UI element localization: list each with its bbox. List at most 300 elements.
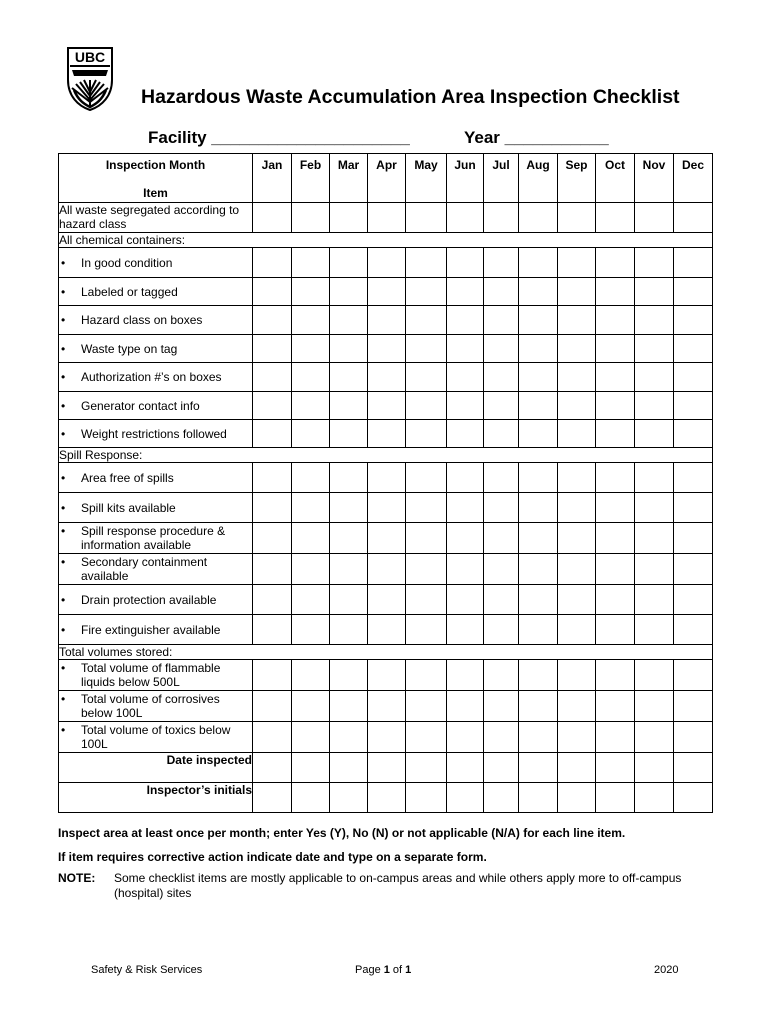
month-header: May [406, 154, 447, 203]
month-entry-cell[interactable] [484, 660, 519, 691]
month-entry-cell[interactable] [596, 248, 635, 278]
month-entry-cell[interactable] [596, 615, 635, 645]
month-entry-cell[interactable] [519, 493, 558, 523]
month-entry-cell[interactable] [519, 691, 558, 722]
month-entry-cell[interactable] [674, 306, 713, 335]
month-entry-cell[interactable] [484, 463, 519, 493]
item-label [59, 585, 253, 615]
table-row [59, 783, 713, 813]
month-entry-cell[interactable] [253, 335, 292, 363]
month-entry-cell[interactable] [406, 783, 447, 813]
month-entry-cell[interactable] [558, 615, 596, 645]
item-text: Labeled or tagged [81, 284, 178, 299]
month-entry-cell[interactable] [558, 691, 596, 722]
month-entry-cell[interactable] [292, 363, 330, 392]
month-entry-cell[interactable] [484, 203, 519, 233]
bullet-marker: • [61, 692, 66, 706]
month-entry-cell[interactable] [635, 420, 674, 448]
table-row [59, 420, 713, 448]
month-entry-cell[interactable] [368, 722, 406, 753]
month-entry-cell[interactable] [558, 248, 596, 278]
section-heading-row [59, 233, 713, 248]
month-entry-cell[interactable] [368, 554, 406, 585]
month-entry-cell[interactable] [406, 722, 447, 753]
month-entry-cell[interactable] [558, 660, 596, 691]
month-entry-cell[interactable] [596, 722, 635, 753]
month-entry-cell[interactable] [368, 203, 406, 233]
month-entry-cell[interactable] [253, 363, 292, 392]
month-entry-cell[interactable] [519, 392, 558, 420]
inspection-month-header: Inspection Month [105, 158, 206, 172]
month-entry-cell[interactable] [447, 585, 484, 615]
month-entry-cell[interactable] [330, 691, 368, 722]
bullet-marker: • [61, 555, 66, 569]
month-entry-cell[interactable] [635, 691, 674, 722]
month-entry-cell[interactable] [635, 753, 674, 783]
month-entry-cell[interactable] [292, 523, 330, 554]
month-entry-cell[interactable] [519, 722, 558, 753]
month-entry-cell[interactable] [596, 554, 635, 585]
month-entry-cell[interactable] [447, 523, 484, 554]
month-entry-cell[interactable] [368, 363, 406, 392]
item-text: Spill kits available [81, 500, 176, 515]
month-entry-cell[interactable] [635, 306, 674, 335]
month-entry-cell[interactable] [253, 523, 292, 554]
month-entry-cell[interactable] [674, 248, 713, 278]
month-entry-cell[interactable] [674, 463, 713, 493]
month-entry-cell[interactable] [596, 463, 635, 493]
logo-text: UBC [74, 49, 106, 65]
month-entry-cell[interactable] [406, 523, 447, 554]
month-entry-cell[interactable] [674, 363, 713, 392]
month-entry-cell[interactable] [674, 335, 713, 363]
month-entry-cell[interactable] [292, 306, 330, 335]
month-header: Jul [484, 154, 519, 203]
month-entry-cell[interactable] [406, 306, 447, 335]
month-entry-cell[interactable] [674, 278, 713, 306]
month-entry-cell[interactable] [368, 420, 406, 448]
month-entry-cell[interactable] [484, 523, 519, 554]
month-entry-cell[interactable] [558, 335, 596, 363]
month-entry-cell[interactable] [596, 783, 635, 813]
month-entry-cell[interactable] [368, 335, 406, 363]
month-entry-cell[interactable] [674, 722, 713, 753]
month-entry-cell[interactable] [596, 523, 635, 554]
month-entry-cell[interactable] [447, 691, 484, 722]
month-entry-cell[interactable] [635, 278, 674, 306]
month-entry-cell[interactable] [484, 493, 519, 523]
month-entry-cell[interactable] [635, 585, 674, 615]
month-entry-cell[interactable] [253, 585, 292, 615]
month-entry-cell[interactable] [368, 248, 406, 278]
month-entry-cell[interactable] [368, 463, 406, 493]
month-entry-cell[interactable] [519, 363, 558, 392]
month-entry-cell[interactable] [368, 278, 406, 306]
month-entry-cell[interactable] [330, 420, 368, 448]
month-entry-cell[interactable] [406, 660, 447, 691]
table-row [59, 248, 713, 278]
item-text: Spill response procedure & information available [81, 524, 226, 552]
date-inspected-label: Date inspected [59, 753, 253, 783]
bullet-marker: • [61, 284, 66, 299]
month-entry-cell[interactable] [596, 420, 635, 448]
footer-page-number [355, 964, 411, 976]
month-entry-cell[interactable] [368, 306, 406, 335]
item-label [59, 615, 253, 645]
month-entry-cell[interactable] [447, 392, 484, 420]
month-entry-cell[interactable] [596, 753, 635, 783]
bullet-marker: • [61, 313, 66, 327]
month-entry-cell[interactable] [558, 722, 596, 753]
month-entry-cell[interactable] [330, 585, 368, 615]
item-label [59, 248, 253, 278]
month-header: Mar [330, 154, 368, 203]
month-entry-cell[interactable] [330, 335, 368, 363]
month-entry-cell[interactable] [406, 463, 447, 493]
item-text: Weight restrictions followed [81, 426, 227, 441]
month-entry-cell[interactable] [558, 493, 596, 523]
section-heading-row [59, 448, 713, 463]
month-entry-cell[interactable] [447, 420, 484, 448]
month-entry-cell[interactable] [368, 585, 406, 615]
month-entry-cell[interactable] [253, 306, 292, 335]
month-entry-cell[interactable] [253, 783, 292, 813]
month-entry-cell[interactable] [368, 783, 406, 813]
month-entry-cell[interactable] [519, 615, 558, 645]
month-entry-cell[interactable] [596, 203, 635, 233]
month-entry-cell[interactable] [484, 248, 519, 278]
month-entry-cell[interactable] [292, 392, 330, 420]
month-entry-cell[interactable] [484, 392, 519, 420]
month-entry-cell[interactable] [292, 753, 330, 783]
month-entry-cell[interactable] [406, 392, 447, 420]
month-entry-cell[interactable] [406, 248, 447, 278]
month-entry-cell[interactable] [519, 463, 558, 493]
month-entry-cell[interactable] [519, 523, 558, 554]
item-label [59, 420, 253, 448]
month-entry-cell[interactable] [368, 753, 406, 783]
bullet-marker: • [61, 524, 66, 538]
month-entry-cell[interactable] [484, 615, 519, 645]
month-entry-cell[interactable] [674, 203, 713, 233]
month-entry-cell[interactable] [447, 306, 484, 335]
item-header: Item [143, 186, 168, 200]
month-entry-cell[interactable] [635, 523, 674, 554]
month-entry-cell[interactable] [674, 585, 713, 615]
month-entry-cell[interactable] [330, 722, 368, 753]
month-entry-cell[interactable] [596, 278, 635, 306]
month-entry-cell[interactable] [292, 783, 330, 813]
month-entry-cell[interactable] [635, 363, 674, 392]
month-entry-cell[interactable] [447, 660, 484, 691]
month-entry-cell[interactable] [635, 554, 674, 585]
month-entry-cell[interactable] [558, 306, 596, 335]
month-entry-cell[interactable] [292, 554, 330, 585]
month-entry-cell[interactable] [330, 554, 368, 585]
month-entry-cell[interactable] [406, 493, 447, 523]
month-entry-cell[interactable] [330, 248, 368, 278]
bullet-marker: • [61, 370, 66, 384]
month-entry-cell[interactable] [674, 783, 713, 813]
item-label [59, 278, 253, 306]
month-entry-cell[interactable] [368, 691, 406, 722]
month-entry-cell[interactable] [330, 783, 368, 813]
month-entry-cell[interactable] [596, 392, 635, 420]
month-entry-cell[interactable] [292, 420, 330, 448]
inspection-table [58, 153, 713, 813]
month-entry-cell[interactable] [330, 203, 368, 233]
item-label [59, 691, 253, 722]
month-entry-cell[interactable] [519, 248, 558, 278]
month-entry-cell[interactable] [519, 585, 558, 615]
table-row [59, 392, 713, 420]
month-entry-cell[interactable] [674, 392, 713, 420]
item-header-cell [59, 154, 253, 203]
month-entry-cell[interactable] [519, 278, 558, 306]
month-entry-cell[interactable] [292, 278, 330, 306]
month-entry-cell[interactable] [292, 463, 330, 493]
item-text: Total volume of toxics below 100L [81, 723, 231, 751]
month-entry-cell[interactable] [330, 463, 368, 493]
month-entry-cell[interactable] [596, 585, 635, 615]
item-text: In good condition [81, 255, 173, 270]
month-entry-cell[interactable] [253, 615, 292, 645]
month-entry-cell[interactable] [558, 463, 596, 493]
month-entry-cell[interactable] [292, 203, 330, 233]
section-heading: Spill Response: [59, 448, 713, 463]
month-entry-cell[interactable] [330, 660, 368, 691]
month-entry-cell[interactable] [330, 753, 368, 783]
month-entry-cell[interactable] [674, 493, 713, 523]
month-entry-cell[interactable] [253, 722, 292, 753]
month-entry-cell[interactable] [558, 753, 596, 783]
month-entry-cell[interactable] [406, 335, 447, 363]
footer-year: 2020 [654, 964, 679, 976]
table-row [59, 306, 713, 335]
month-entry-cell[interactable] [368, 523, 406, 554]
month-entry-cell[interactable] [635, 463, 674, 493]
year-field-label: Year ___________ [464, 128, 609, 147]
month-entry-cell[interactable] [368, 660, 406, 691]
section-heading-row [59, 645, 713, 660]
month-entry-cell[interactable] [674, 660, 713, 691]
month-entry-cell[interactable] [447, 335, 484, 363]
month-entry-cell[interactable] [253, 392, 292, 420]
month-entry-cell[interactable] [484, 554, 519, 585]
month-entry-cell[interactable] [447, 363, 484, 392]
month-entry-cell[interactable] [484, 278, 519, 306]
month-entry-cell[interactable] [292, 660, 330, 691]
month-entry-cell[interactable] [406, 278, 447, 306]
item-text: Total volume of corrosives below 100L [81, 692, 220, 720]
note-label: NOTE: [58, 871, 96, 885]
month-entry-cell[interactable] [674, 523, 713, 554]
month-entry-cell[interactable] [292, 493, 330, 523]
month-entry-cell[interactable] [292, 248, 330, 278]
month-entry-cell[interactable] [484, 363, 519, 392]
month-entry-cell[interactable] [484, 691, 519, 722]
item-label [59, 554, 253, 585]
month-entry-cell[interactable] [447, 783, 484, 813]
month-entry-cell[interactable] [292, 615, 330, 645]
month-entry-cell[interactable] [447, 615, 484, 645]
month-entry-cell[interactable] [596, 691, 635, 722]
month-entry-cell[interactable] [253, 691, 292, 722]
month-entry-cell[interactable] [292, 335, 330, 363]
note-text: Some checklist items are mostly applicable to on-campus areas and while others apply more to off-campus (hospital) sites [114, 871, 682, 900]
month-entry-cell[interactable] [635, 660, 674, 691]
item-label [59, 523, 253, 554]
month-entry-cell[interactable] [447, 554, 484, 585]
bullet-marker: • [61, 622, 66, 637]
item-text: Authorization #’s on boxes [81, 370, 222, 384]
month-entry-cell[interactable] [558, 203, 596, 233]
month-entry-cell[interactable] [519, 420, 558, 448]
month-entry-cell[interactable] [635, 615, 674, 645]
item-text: Waste type on tag [81, 341, 178, 356]
month-entry-cell[interactable] [330, 523, 368, 554]
month-entry-cell[interactable] [635, 783, 674, 813]
month-entry-cell[interactable] [406, 691, 447, 722]
month-entry-cell[interactable] [253, 753, 292, 783]
month-entry-cell[interactable] [484, 306, 519, 335]
month-entry-cell[interactable] [406, 615, 447, 645]
month-entry-cell[interactable] [635, 392, 674, 420]
month-entry-cell[interactable] [447, 753, 484, 783]
month-entry-cell[interactable] [406, 363, 447, 392]
month-entry-cell[interactable] [484, 335, 519, 363]
month-entry-cell[interactable] [253, 493, 292, 523]
month-entry-cell[interactable] [406, 420, 447, 448]
table-row [59, 691, 713, 722]
month-entry-cell[interactable] [253, 463, 292, 493]
bullet-marker: • [61, 592, 66, 607]
item-label [59, 363, 253, 392]
month-entry-cell[interactable] [596, 493, 635, 523]
month-header: Sep [558, 154, 596, 203]
month-entry-cell[interactable] [330, 363, 368, 392]
month-entry-cell[interactable] [596, 306, 635, 335]
month-entry-cell[interactable] [292, 691, 330, 722]
month-entry-cell[interactable] [674, 615, 713, 645]
month-entry-cell[interactable] [558, 554, 596, 585]
month-entry-cell[interactable] [519, 554, 558, 585]
page-title: Hazardous Waste Accumulation Area Inspection Checklist [141, 86, 680, 108]
month-entry-cell[interactable] [596, 660, 635, 691]
month-entry-cell[interactable] [635, 722, 674, 753]
month-entry-cell[interactable] [635, 493, 674, 523]
item-label [59, 660, 253, 691]
month-entry-cell[interactable] [674, 420, 713, 448]
month-entry-cell[interactable] [368, 493, 406, 523]
month-entry-cell[interactable] [558, 363, 596, 392]
month-entry-cell[interactable] [406, 203, 447, 233]
table-row [59, 463, 713, 493]
month-entry-cell[interactable] [253, 420, 292, 448]
month-entry-cell[interactable] [368, 392, 406, 420]
month-entry-cell[interactable] [253, 248, 292, 278]
month-entry-cell[interactable] [558, 278, 596, 306]
item-label [59, 335, 253, 363]
bullet-marker: • [61, 500, 66, 515]
month-entry-cell[interactable] [330, 306, 368, 335]
month-entry-cell[interactable] [447, 248, 484, 278]
month-entry-cell[interactable] [674, 554, 713, 585]
section-heading: Total volumes stored: [59, 645, 713, 660]
month-entry-cell[interactable] [635, 335, 674, 363]
month-entry-cell[interactable] [447, 722, 484, 753]
month-entry-cell[interactable] [519, 335, 558, 363]
month-entry-cell[interactable] [406, 585, 447, 615]
month-entry-cell[interactable] [406, 554, 447, 585]
month-entry-cell[interactable] [253, 660, 292, 691]
month-entry-cell[interactable] [519, 660, 558, 691]
month-entry-cell[interactable] [253, 203, 292, 233]
month-entry-cell[interactable] [635, 248, 674, 278]
month-entry-cell[interactable] [368, 615, 406, 645]
month-entry-cell[interactable] [674, 753, 713, 783]
month-entry-cell[interactable] [674, 691, 713, 722]
month-entry-cell[interactable] [330, 493, 368, 523]
month-entry-cell[interactable] [635, 203, 674, 233]
month-entry-cell[interactable] [330, 392, 368, 420]
month-entry-cell[interactable] [292, 585, 330, 615]
month-entry-cell[interactable] [519, 306, 558, 335]
instruction-line-2: If item requires corrective action indicate date and type on a separate form. [58, 850, 487, 864]
table-row [59, 203, 713, 233]
bullet-marker: • [61, 661, 66, 675]
item-label [59, 392, 253, 420]
month-entry-cell[interactable] [253, 278, 292, 306]
month-entry-cell[interactable] [558, 585, 596, 615]
month-entry-cell[interactable] [447, 463, 484, 493]
month-entry-cell[interactable] [558, 392, 596, 420]
month-entry-cell[interactable] [558, 523, 596, 554]
month-entry-cell[interactable] [484, 783, 519, 813]
month-entry-cell[interactable] [558, 420, 596, 448]
instruction-line-1: Inspect area at least once per month; enter Yes (Y), No (N) or not applicable (N/A) for each line item. [58, 826, 626, 840]
month-entry-cell[interactable] [484, 585, 519, 615]
month-entry-cell[interactable] [596, 335, 635, 363]
table-row [59, 585, 713, 615]
bullet-marker: • [61, 341, 66, 356]
item-text: Area free of spills [81, 470, 174, 485]
table-row [59, 523, 713, 554]
month-entry-cell[interactable] [330, 615, 368, 645]
month-entry-cell[interactable] [596, 363, 635, 392]
month-entry-cell[interactable] [519, 783, 558, 813]
facility-field-label: Facility _____________________ [148, 128, 410, 147]
month-entry-cell[interactable] [447, 278, 484, 306]
month-entry-cell[interactable] [292, 722, 330, 753]
month-entry-cell[interactable] [406, 753, 447, 783]
table-row [59, 722, 713, 753]
month-entry-cell[interactable] [519, 753, 558, 783]
table-row [59, 335, 713, 363]
month-entry-cell[interactable] [253, 554, 292, 585]
month-entry-cell[interactable] [484, 753, 519, 783]
month-entry-cell[interactable] [558, 783, 596, 813]
month-entry-cell[interactable] [330, 278, 368, 306]
ubc-logo [66, 46, 114, 112]
month-entry-cell[interactable] [484, 420, 519, 448]
month-entry-cell[interactable] [484, 722, 519, 753]
month-entry-cell[interactable] [519, 203, 558, 233]
month-entry-cell[interactable] [447, 203, 484, 233]
month-entry-cell[interactable] [447, 493, 484, 523]
item-text: Hazard class on boxes [81, 313, 203, 327]
month-header: Feb [292, 154, 330, 203]
